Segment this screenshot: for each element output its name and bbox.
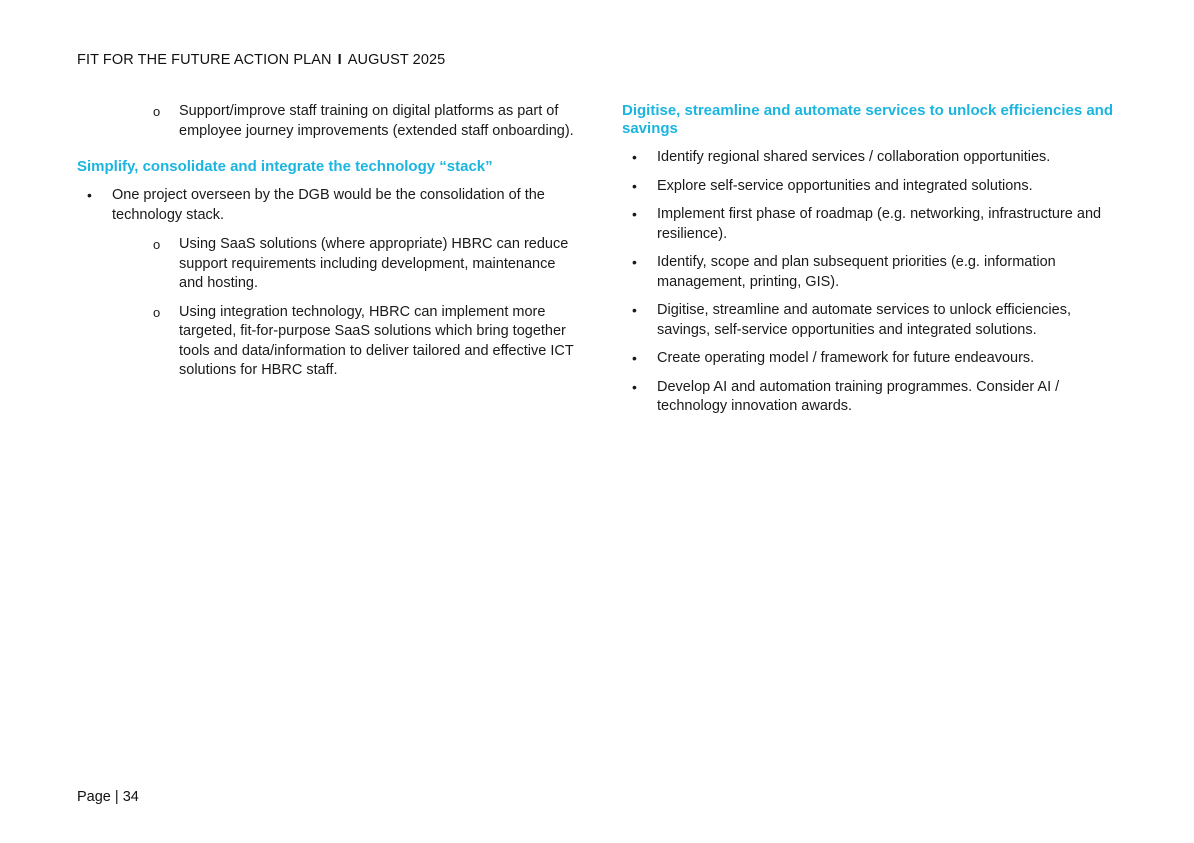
sub-bullet-marker: o xyxy=(153,304,161,320)
bullet-item xyxy=(622,205,1122,244)
sub-bullet-marker: o xyxy=(153,104,161,119)
sub-list-item xyxy=(77,102,577,141)
sub-list-item xyxy=(77,235,577,294)
bullet-marker: • xyxy=(632,302,637,318)
bullet-item-text: Implement first phase of roadmap (e.g. networking, infrastructure and resilience). xyxy=(657,206,1102,242)
nested-sub-list xyxy=(77,235,577,381)
page-header xyxy=(77,52,445,68)
bullet-marker: • xyxy=(632,254,637,270)
bullet-item-text: Identify regional shared services / collaboration opportunities. xyxy=(657,149,1051,165)
section-heading-technology-stack: Simplify, consolidate and integrate the technology “stack” xyxy=(77,158,493,175)
bullet-marker: • xyxy=(632,149,637,165)
carried-over-sub-list xyxy=(77,102,577,141)
bullet-marker: • xyxy=(632,206,637,222)
bullet-marker: • xyxy=(632,350,637,366)
bullet-item xyxy=(622,378,1122,417)
sub-list-item xyxy=(77,303,577,381)
bullet-item-text: One project overseen by the DGB would be the consolidation of the technology stack. xyxy=(112,187,545,223)
header-separator: I xyxy=(337,52,342,68)
document-date: AUGUST 2025 xyxy=(347,52,446,68)
sub-list-item-text: Using integration technology, HBRC can implement more targeted, fit-for-purpose SaaS solutions which bring together tools and data/information to deliver tailored and effective ICT solutions for HBRC staff. xyxy=(179,303,574,378)
bullet-item-text: Digitise, streamline and automate services to unlock efficiencies, savings, self-service opportunities and integrated solutions. xyxy=(657,302,1071,338)
bullet-item xyxy=(622,177,1122,197)
sub-bullet-marker: o xyxy=(153,237,161,252)
bullet-item-text: Explore self-service opportunities and integrated solutions. xyxy=(657,177,1033,194)
bullet-marker: • xyxy=(632,378,637,395)
technology-stack-bullets xyxy=(77,186,577,381)
page-number: Page | 34 xyxy=(77,789,139,805)
bullet-item-text: Develop AI and automation training programmes. Consider AI / technology innovation awards. xyxy=(657,378,1060,414)
bullet-item xyxy=(622,349,1122,369)
sub-list-item-text: Using SaaS solutions (where appropriate) HBRC can reduce support requirements including development, maintenance and hosting. xyxy=(179,236,569,291)
left-column xyxy=(77,102,577,390)
bullet-item xyxy=(77,186,577,381)
bullet-item xyxy=(622,253,1122,292)
bullet-item xyxy=(622,301,1122,340)
sub-list-item-text: Support/improve staff training on digital platforms as part of employee journey improvements (extended staff onboarding). xyxy=(179,103,574,139)
section-heading-digitise-services: Digitise, streamline and automate services to unlock efficiencies and savings xyxy=(622,102,1114,137)
bullet-item-text: Create operating model / framework for future endeavours. xyxy=(657,350,1035,366)
bullet-marker: • xyxy=(632,177,637,194)
bullet-item-text: Identify, scope and plan subsequent priorities (e.g. information management, printing, GIS). xyxy=(657,254,1056,290)
digitise-services-bullets xyxy=(622,148,1122,417)
bullet-item xyxy=(622,148,1122,168)
bullet-marker: • xyxy=(87,187,92,203)
document-title: FIT FOR THE FUTURE ACTION PLAN xyxy=(77,52,332,68)
right-column xyxy=(622,102,1122,426)
